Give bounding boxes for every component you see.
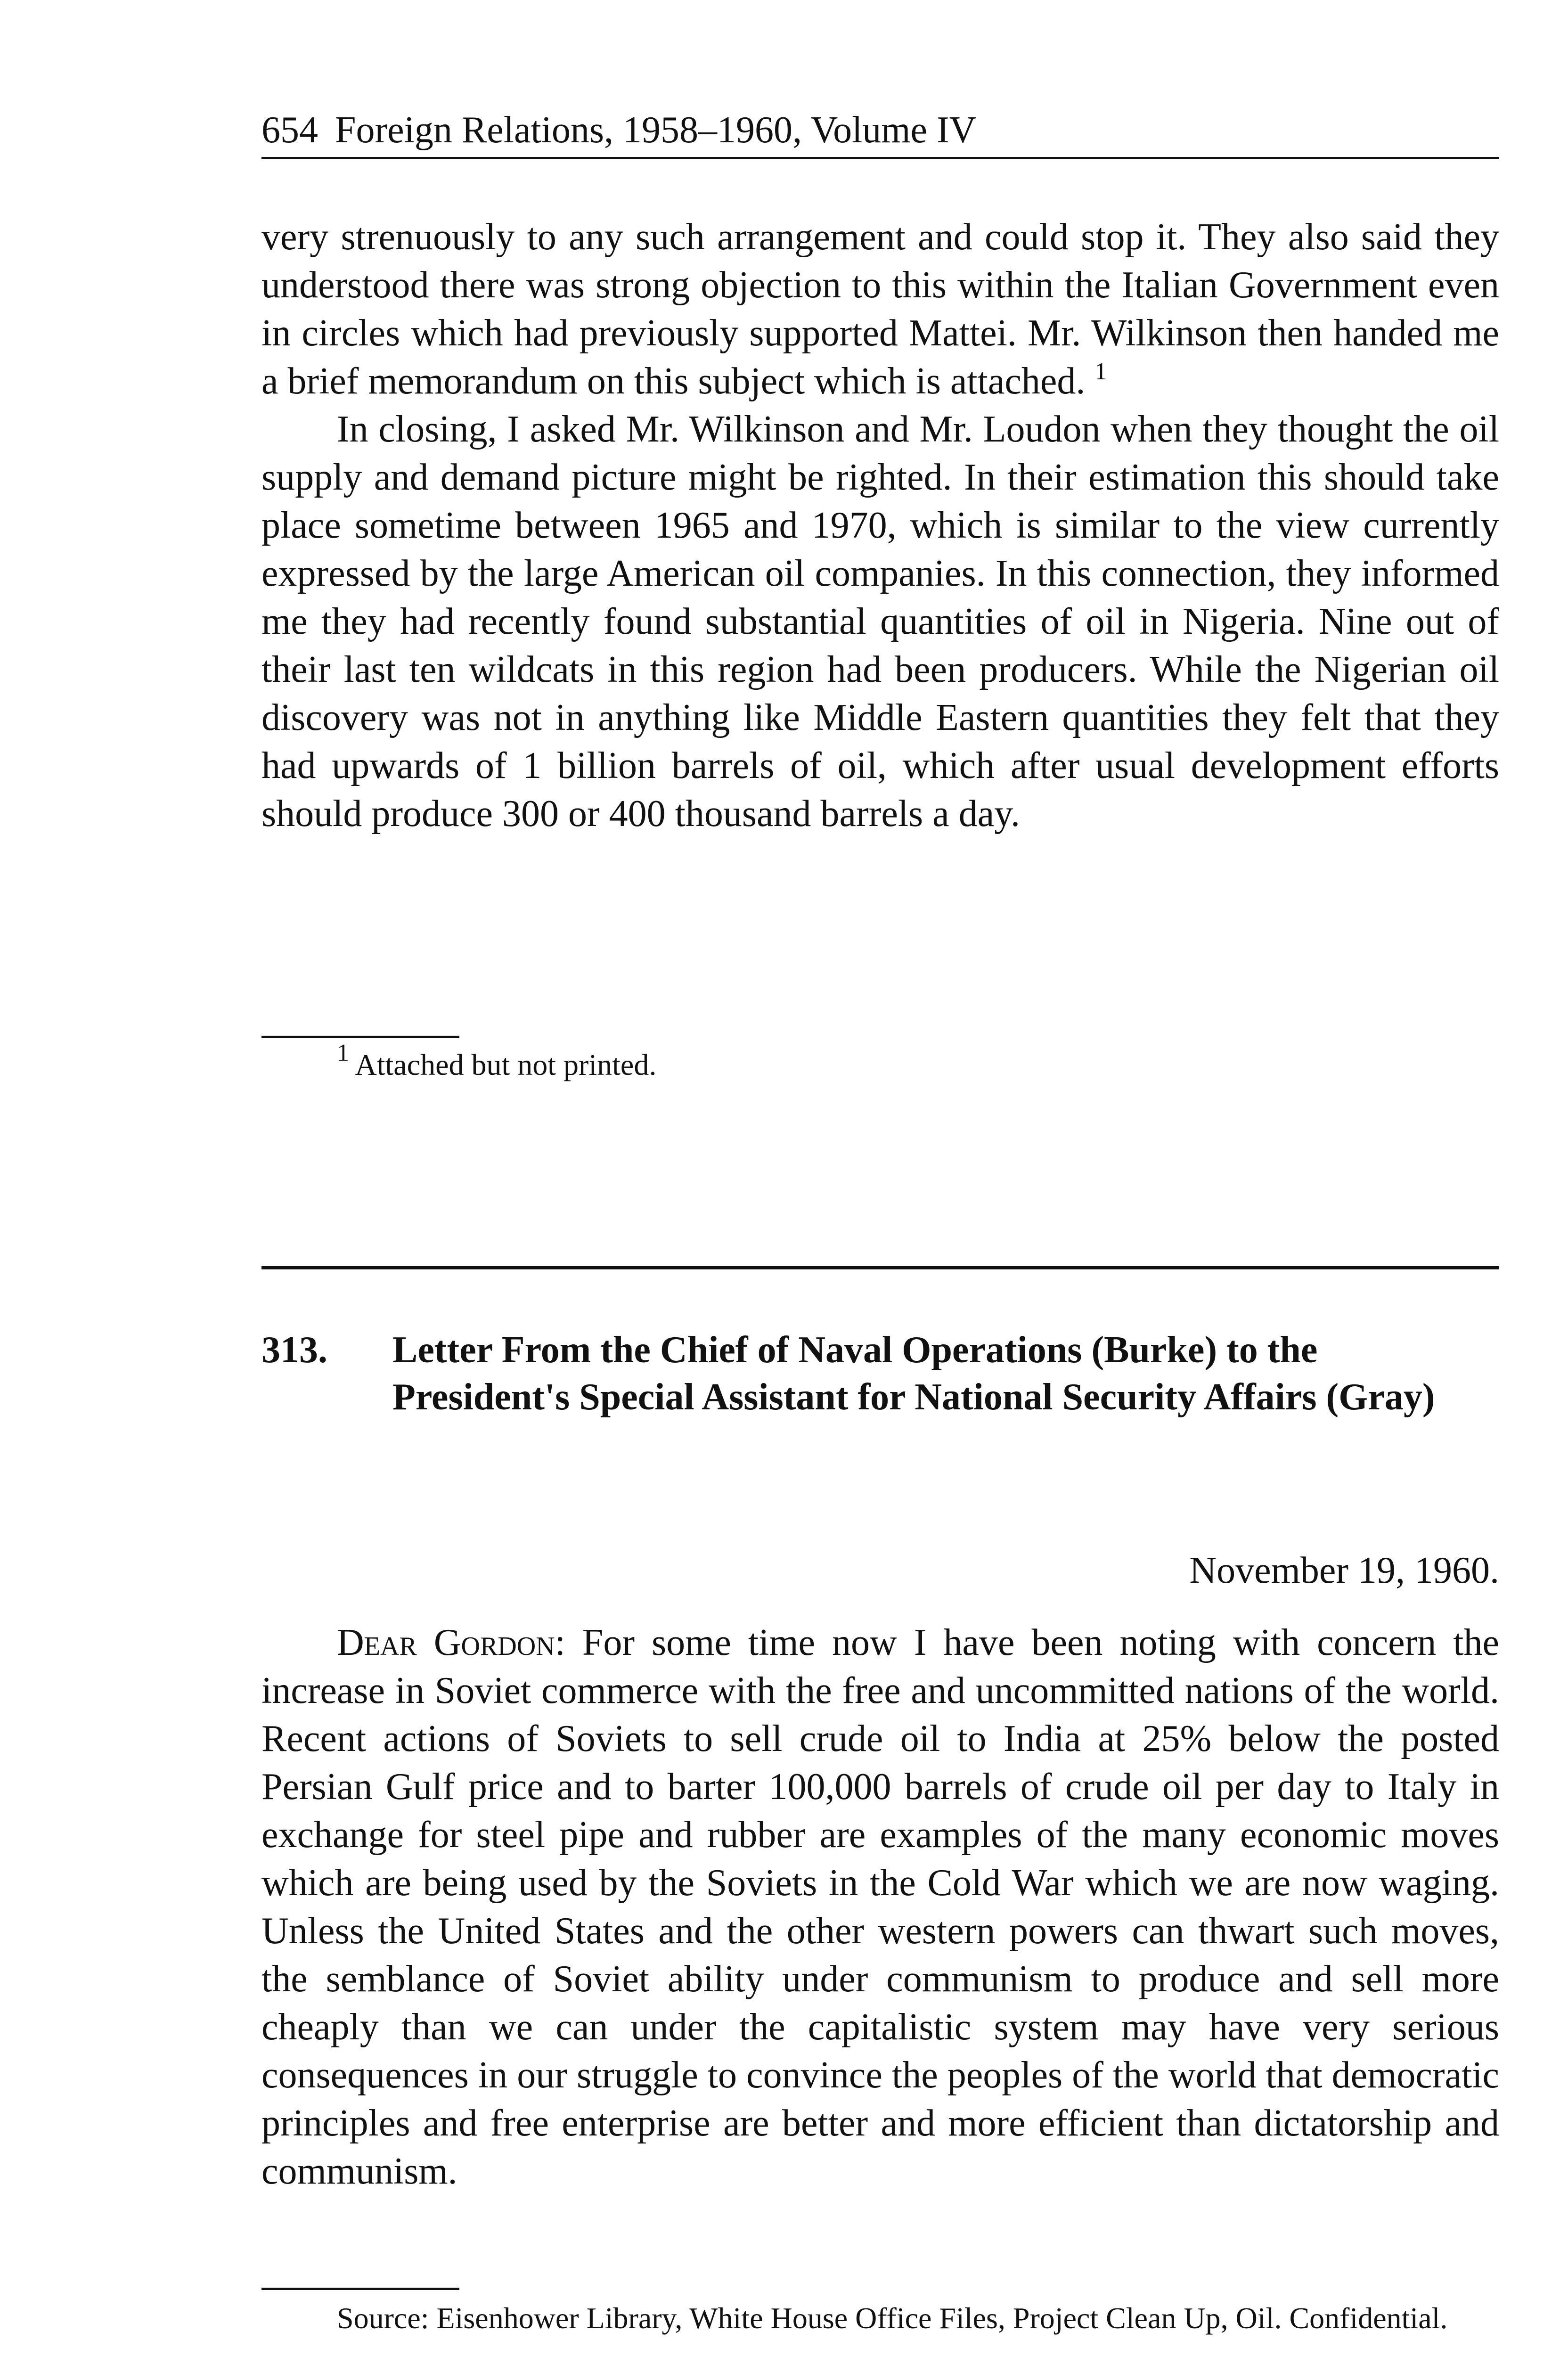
continued-paragraph-text: very strenuously to any such arrangement and could stop it. They also said they understood there was strong objection to this within the Italian Government even in circles which had previously supported Mattei. Mr. Wilkinson then handed me a brief memorandum on this subject which is attached. xyxy=(261,216,1499,402)
document-date: November 19, 1960. xyxy=(1189,1550,1499,1591)
continued-text xyxy=(261,213,1499,838)
header-rule xyxy=(261,157,1499,159)
footnote-1 xyxy=(261,1039,1499,1084)
letter-paragraph xyxy=(261,1619,1499,2195)
footnote-rule xyxy=(261,1036,459,1038)
document-title: Letter From the Chief of Naval Operations (Burke) to the President's Special Assistant for National Security Affairs (Gray) xyxy=(392,1329,1435,1418)
page-number: 654 xyxy=(261,109,318,151)
footnote-marker: 1 xyxy=(337,1039,349,1066)
footnote-reference: 1 xyxy=(1094,358,1107,385)
continued-paragraph xyxy=(261,213,1499,405)
document-number: 313. xyxy=(261,1329,327,1371)
running-head xyxy=(261,107,1499,153)
letter-body xyxy=(261,1619,1499,2195)
source-note: Source: Eisenhower Library, White House Office Files, Project Clean Up, Oil. Confidential. xyxy=(337,2301,1448,2335)
source-note-rule xyxy=(261,2288,459,2290)
footnote-text: Attached but not printed. xyxy=(355,1048,657,1081)
section-divider xyxy=(261,1266,1499,1269)
salutation: Dear Gordon: xyxy=(337,1622,565,1663)
volume-title: Foreign Relations, 1958–1960, Volume IV xyxy=(335,109,977,151)
document-page xyxy=(261,0,1499,2356)
closing-paragraph: In closing, I asked Mr. Wilkinson and Mr. Loudon when they thought the oil supply and demand picture might be righted. In their estimation this should take place sometime between 1965 and 1970, which is similar to the view currently expressed by the large American oil companies. In this connection, they informed me they had recently found substantial quantities of oil in Nigeria. Nine out of their last ten wildcats in this region had been producers. While the Nigerian oil discovery was not in anything like Middle Eastern quantities they felt that they had upwards of 1 billion barrels of oil, which after usual development efforts should produce 300 or 400 thousand barrels a day. xyxy=(261,409,1499,834)
letter-text: For some time now I have been noting with concern the increase in Soviet commerce with the free and uncommitted nations of the world. Recent actions of Soviets to sell crude oil to India at 25% below the posted Persian Gulf price and to barter 100,000 barrels of crude oil per day to Italy in exchange for steel pipe and rubber are examples of the many economic moves which are being used by the Soviets in the Cold War which we are now waging. Unless the United States and the other western powers can thwart such moves, the semblance of Soviet ability under communism to produce and sell more cheaply than we can under the capitalistic system may have very serious consequences in our struggle to convince the peoples of the world that democratic principles and free enterprise are better and more efficient than dictatorship and communism. xyxy=(261,1622,1500,2192)
